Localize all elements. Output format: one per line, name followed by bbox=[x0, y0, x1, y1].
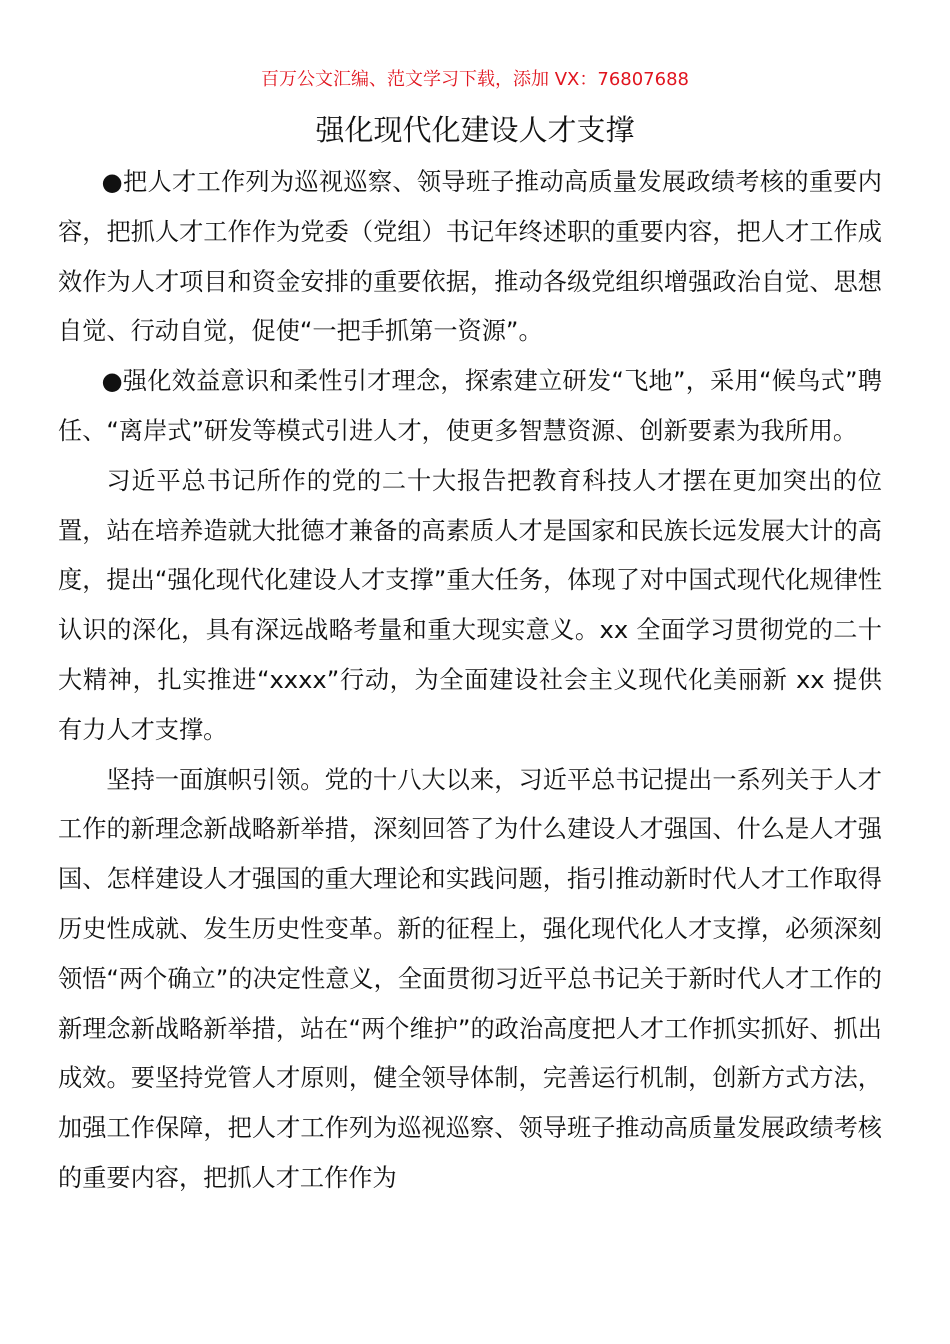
paragraph-intro: 习近平总书记所作的党的二十大报告把教育科技人才摆在更加突出的位置，站在培养造就大批德才兼备的高素质人才是国家和民族长远发展大计的高度，提出“强化现代化建设人才支撑”重大任务，体现了对中国式现代化规律性认识的深化，具有深远战略考量和重大现实意义。xx 全面学习贯彻党的二十大精神，扎实推进“xxxx”行动，为全面建设社会主义现代化美丽新 xx 提供有力人才支撑。 bbox=[58, 466, 882, 744]
paragraph-flag-leadership: 坚持一面旗帜引领。党的十八大以来，习近平总书记提出一系列关于人才工作的新理念新战略新举措，深刻回答了为什么建设人才强国、什么是人才强国、怎样建设人才强国的重大理论和实践问题，指引推动新时代人才工作取得历史性成就、发生历史性变革。新的征程上，强化现代化人才支撑，必须深刻领悟“两个确立”的决定性意义，全面贯彻习近平总书记关于新时代人才工作的新理念新战略新举措，站在“两个维护”的政治高度把人才工作抓实抓好、抓出成效。要坚持党管人才原则，健全领导体制，完善运行机制，创新方式方法，加强工作保障，把人才工作列为巡视巡察、领导班子推动高质量发展政绩考核的重要内容，把抓人才工作作为 bbox=[58, 765, 882, 1192]
header-note: 百万公文汇编、范文学习下载，添加 VX：76807688 bbox=[261, 69, 689, 90]
paragraph-bullet-1: ●把人才工作列为巡视巡察、领导班子推动高质量发展政绩考核的重要内容，把抓人才工作作为党委（党组）书记年终述职的重要内容，把人才工作成效作为人才项目和资金安排的重要依据，推动各级党组织增强政治自觉、思想自觉、行动自觉，促使“一把手抓第一资源”。 bbox=[58, 168, 882, 346]
document-title: 强化现代化建设人才支撑 bbox=[315, 113, 635, 147]
document-body bbox=[58, 158, 882, 1204]
paragraph-bullet-2: ●强化效益意识和柔性引才理念，探索建立研发“飞地”，采用“候鸟式”聘任、“离岸式”研发等模式引进人才，使更多智慧资源、创新要素为我所用。 bbox=[58, 367, 882, 445]
